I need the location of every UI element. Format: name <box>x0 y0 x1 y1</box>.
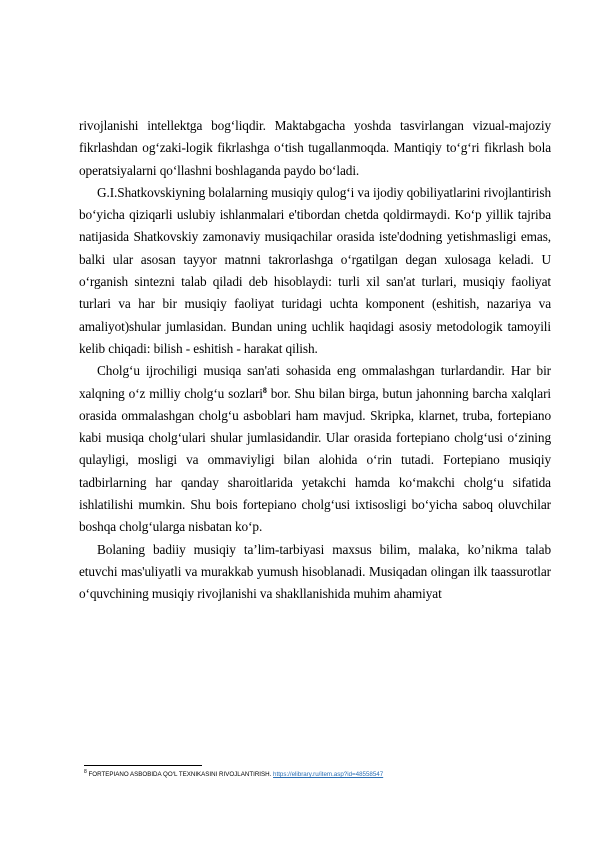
document-body <box>79 115 551 606</box>
footnote-divider <box>84 765 202 766</box>
paragraph-text: Cholg‘u ijrochiligi musiqa san'ati sohasida eng ommalashgan turlardandir. Har bir xalqning o‘z milliy cholg‘u sozlari <box>79 363 551 401</box>
paragraph-intellect: rivojlanishi intellektga bog‘liqdir. Maktabgacha yoshda tasvirlangan vizual-majoziy fikrlashdan og‘zaki-logik fikrlashga o‘tish tugallanmoqda. Mantiqiy to‘g‘ri fikrlash bola operatsiyalarni qo‘llashni boshlaganda paydo bo‘ladi. <box>79 118 551 178</box>
footnote-text: FORTEPIANO ASBOBIDA QO‘L TEXNIKASINI RIVOJLANTIRISH. <box>88 771 274 778</box>
footnote <box>84 771 554 778</box>
paragraph-text: bor. Shu bilan birga, butun jahonning barcha xalqlari orasida ommalashgan cholg‘u asboblari ham mavjud. Skripka, klarnet, truba, fortepiano kabi musiqa cholg‘ulari shular jumlasidandir. Ular orasida fortepiano cholg‘usi o‘zining qulayligi, mosligi va ommaviyligi bilan alohida o‘rin tutadi. Fortepiano musiqiy tadbirlarning har qanday sharoitlarida yetakchi hamda ko‘makchi cholg‘u sifatida ishlatilishi mumkin. Shu bois fortepiano cholg‘usi ixtisosligi bo‘yicha saboq oluvchilar boshqa cholg‘ularga nisbatan ko‘p. <box>79 385 551 535</box>
footnote-reference[interactable]: 8 <box>262 385 267 395</box>
footnote-number: 8 <box>84 769 87 775</box>
paragraph-instruments <box>79 360 551 538</box>
footnote-link[interactable]: https://elibrary.ru/item.asp?id=48558547 <box>273 771 384 778</box>
paragraph-education: Bolaning badiiy musiqiy ta’lim-tarbiyasi maxsus bilim, malaka, ko’nikma talab etuvchi mas'uliyatli va murakkab yumush hisoblanadi. Musiqadan olingan ilk taassurotlar o‘quvchining musiqiy rivojlanishi va shakllanishida muhim ahamiyat <box>79 541 551 602</box>
paragraph-shatkovskiy: G.I.Shatkovskiyning bolalarning musiqiy qulog‘i va ijodiy qobiliyatlarini rivojlantirish bo‘yicha qiziqarli uslubiy ishlanmalari e'tibordan chetda qoldirmaydi. Ko‘p yillik tajriba natijasida Shatkovskiy zamonaviy musiqachilar orasida iste'dodning yetishmasligi emas, balki ular asosan tayyor matnni takrorlashga o‘rgatilgan degan xulosaga keladi. U o‘rganish sintezni talab qiladi deb hisoblaydi: turli xil san'at turlari, musiqiy faoliyat turlari va har bir musiqiy faoliyat turidagi uchta komponent (eshitish, nazariya va amaliyot)shular jumlasidan. Bundan uning uchlik haqidagi asosiy metodologik tamoyili kelib chiqadi: bilish - eshitish - harakat qilish. <box>79 184 551 356</box>
